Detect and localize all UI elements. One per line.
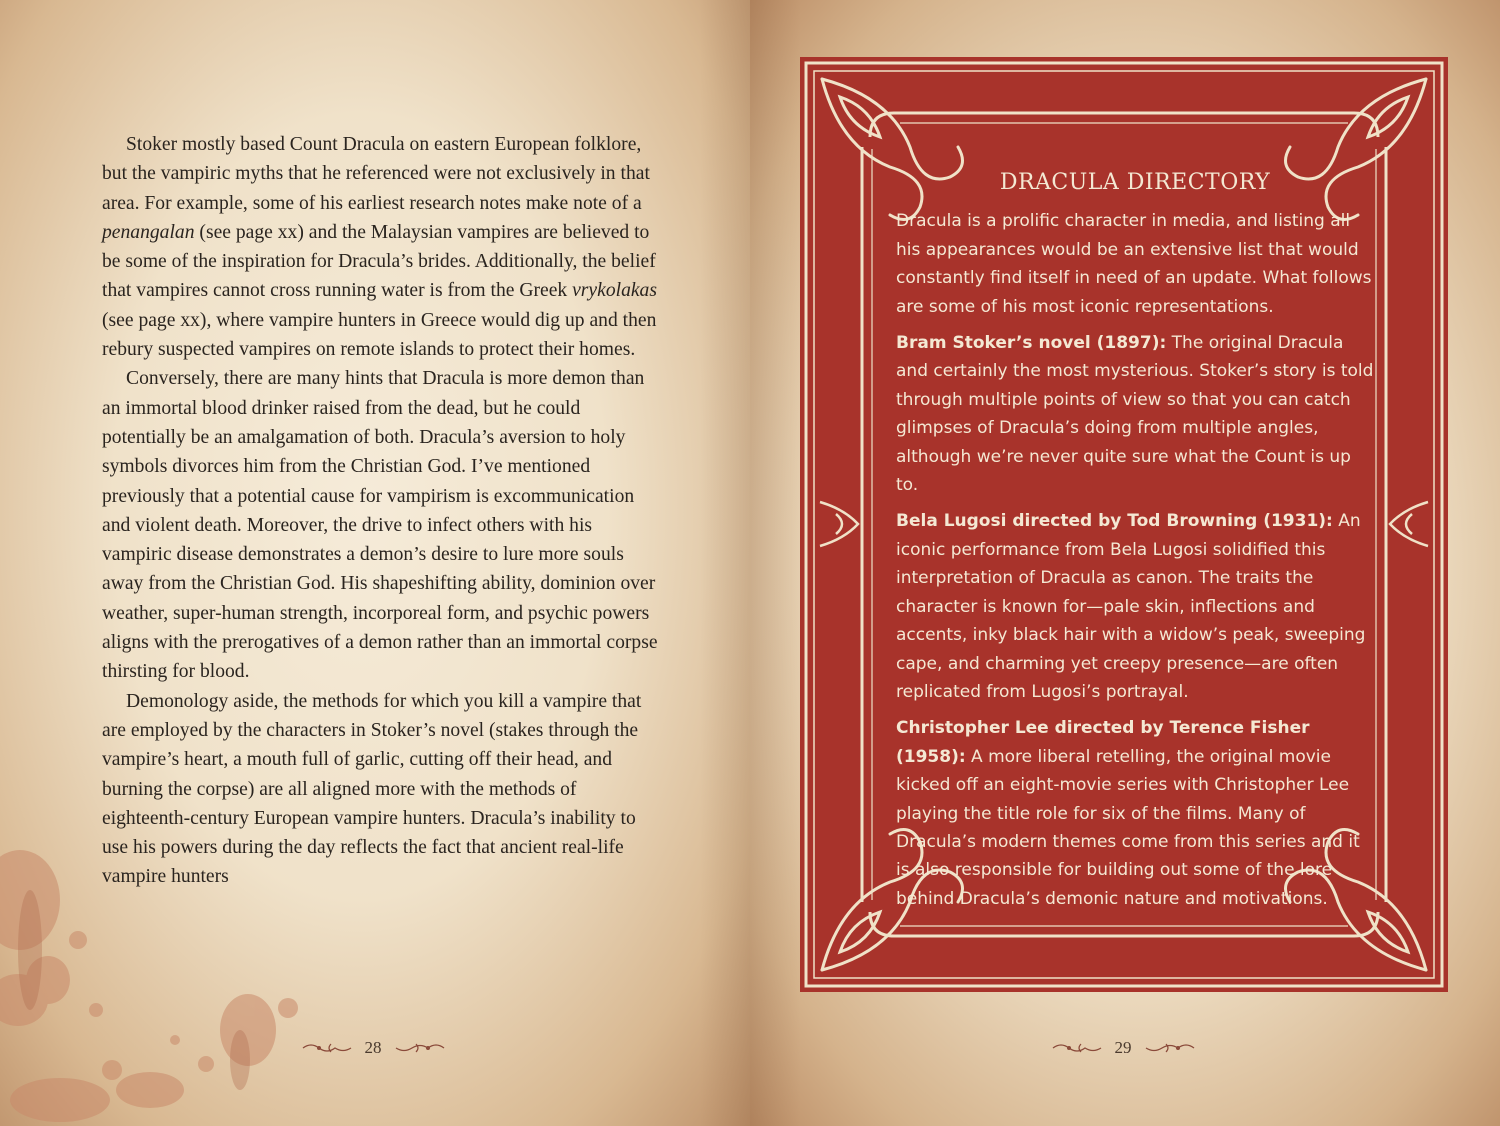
body-text xyxy=(102,130,662,892)
book-gutter xyxy=(700,0,800,1126)
italic-term: vrykolakas xyxy=(572,280,657,302)
paragraph-3 xyxy=(102,687,662,892)
entry-heading: Bram Stoker’s novel (1897): xyxy=(896,333,1167,354)
page-number-left xyxy=(243,1036,503,1060)
paragraph-2 xyxy=(102,364,662,686)
text-run: (see page xx) and the Malaysian vampires are believed to be some of the inspiration for Dracula’s brides. Additionally, the belief that vampires cannot cross running water is from the Greek xyxy=(102,221,656,302)
entry-heading: Christopher Lee directed by Terence Fisher (1958): xyxy=(896,718,1310,767)
italic-term: penangalan xyxy=(102,221,195,243)
flourish-right-icon xyxy=(1144,1041,1196,1055)
text-run: Stoker mostly based Count Dracula on eastern European folklore, but the vampiric myths that he referenced were not exclusively in that area. For example, some of his earliest research notes make note of a xyxy=(102,134,650,214)
flourish-right-icon xyxy=(394,1041,446,1055)
sidebar-title: DRACULA DIRECTORY xyxy=(999,170,1271,195)
entry-heading: Bela Lugosi directed by Tod Browning (1931): xyxy=(896,511,1333,532)
sidebar-content xyxy=(896,169,1374,921)
page-number-right xyxy=(993,1036,1253,1060)
entry-text: The original Dracula and certainly the most mysterious. Stoker’s story is told through multiple points of view so that you can catch glimpses of Dracula’s doing from multiple angles, although we’re never quite sure what the Count is up to. xyxy=(896,333,1374,496)
entry-text: An iconic performance from Bela Lugosi solidified this interpretation of Dracula as canon. The traits the character is known for—pale skin, inflections and accents, inky black hair with a widow’s peak, sweeping cape, and charming yet creepy presence—are often replicated from Lugosi’s portrayal. xyxy=(896,511,1366,702)
flourish-left-icon xyxy=(1051,1041,1103,1055)
text-run: Demonology aside, the methods for which you kill a vampire that are employed by the characters in Stoker’s novel (stakes through the vampire’s heart, a mouth full of garlic, cutting off their head, and burning the corpse) are all aligned more with the methods of eighteenth-century European vampire hunters. Dracula’s inability to use his powers during the day reflects the fact that ancient real-life vampire hunters xyxy=(102,690,642,888)
page-number: 28 xyxy=(364,1038,382,1057)
entry-text: A more liberal retelling, the original movie kicked off an eight-movie series with Christopher Lee playing the title role for six of the films. Many of Dracula’s modern themes come from this series and it is also responsible for building out some of the lore behind Dracula’s demonic nature and motivations. xyxy=(896,746,1360,909)
page-number: 29 xyxy=(1114,1038,1132,1057)
flourish-left-icon xyxy=(301,1041,353,1055)
dracula-directory-sidebar xyxy=(800,57,1448,992)
text-run: Conversely, there are many hints that Dracula is more demon than an immortal blood drinker raised from the dead, but he could potentially be an amalgamation of both. Dracula’s aversion to holy symbols divorces him from the Christian God. I’ve mentioned previously that a potential cause for vampirism is excommunication and violent death. Moreover, the drive to infect others with his vampiric disease demonstrates a demon’s desire to lure more souls away from the Christian God. His shapeshifting ability, dominion over weather, super-human strength, incorporeal form, and psychic powers aligns with the prerogatives of a demon rather than an immortal corpse thirsting for blood. xyxy=(102,368,658,683)
directory-entry xyxy=(896,714,1374,913)
directory-entry xyxy=(896,507,1374,706)
sidebar-intro: Dracula is a prolific character in media, and listing all his appearances would be an extensive list that would constantly find itself in need of an update. What follows are some of his most iconic representations. xyxy=(896,211,1372,317)
paragraph-1 xyxy=(102,130,662,364)
text-run: (see page xx), where vampire hunters in Greece would dig up and then rebury suspected vampires on remote islands to protect their homes. xyxy=(102,309,657,361)
directory-entry xyxy=(896,329,1374,499)
